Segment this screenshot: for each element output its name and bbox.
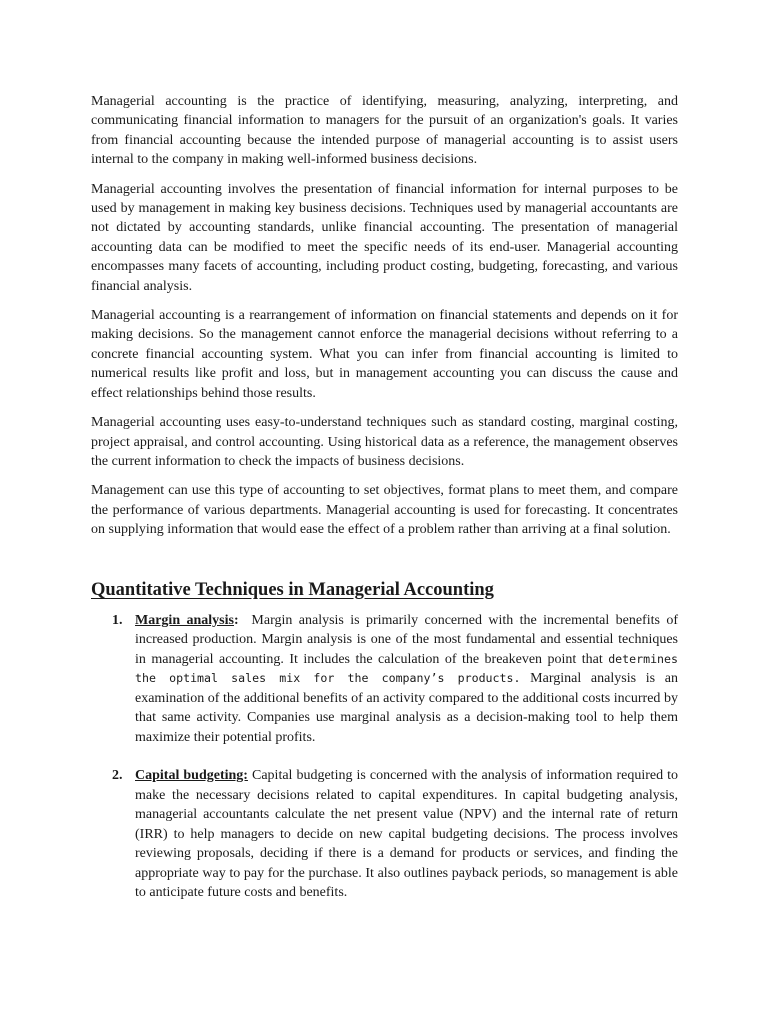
- technique-term: Capital budgeting:: [135, 768, 248, 784]
- intro-paragraph-5: Management can use this type of accounting to set objectives, format plans to meet them, and compare the performance of various departments. Managerial accounting is used for forecasting. It concentrates on supplying information that would ease the effect of a problem rather than arriving at a final solution.: [91, 483, 678, 538]
- term-colon: :: [233, 612, 239, 628]
- intro-paragraph-2: Managerial accounting involves the presentation of financial information for internal purposes to be used by management in making key business decisions. Techniques used by managerial accountants are not dictated by accounting standards, unlike financial accounting. The presentation of managerial accounting data can be modified to meet the specific needs of its end-user. Managerial accounting encompasses many facets of accounting, including product costing, budgeting, forecasting, and various financial analysis.: [91, 181, 678, 294]
- technique-list: [91, 611, 678, 903]
- intro-paragraph-3: Managerial accounting is a rearrangement of information on financial statements and depends on it for making decisions. So the management cannot enforce the managerial decisions without referring to a concrete financial accounting system. What you can infer from financial accounting is limited to numerical results like profit and loss, but in management accounting you can discuss the cause and effect relationships behind those results.: [91, 308, 678, 401]
- intro-paragraph-4: Managerial accounting uses easy-to-understand techniques such as standard costing, marginal costing, project appraisal, and control accounting. Using historical data as a reference, the management observes the current information to check the impacts of business decisions.: [91, 415, 678, 469]
- technique-item-margin-analysis: [91, 611, 678, 748]
- technique-term: Margin analysis: [135, 612, 234, 628]
- technique-description: Capital budgeting is concerned with the analysis of information required to make the necessary decisions related to capital expenditures. In capital budgeting analysis, managerial accountants calculate the net present value (NPV) and the internal rate of return (IRR) to help managers to decide on new capital budgeting decisions. The process involves reviewing proposals, deciding if there is a demand for products or services, and finding the appropriate way to pay for the purchase. It also outlines payback periods, so management is able to anticipate future costs and benefits.: [135, 768, 679, 901]
- technique-description: Margin analysis is primarily concerned with the incremental benefits of increased production. Margin analysis is one of the most fundamental and essential techniques in managerial accounting. It includes the calculation of the breakeven point that: [135, 612, 678, 667]
- section-heading: Quantitative Techniques in Managerial Accounting: [91, 579, 494, 600]
- document-page: [91, 92, 678, 903]
- technique-description-mono: determines the optimal sales mix for the company’s products.: [135, 651, 678, 686]
- technique-item-capital-budgeting: [91, 766, 678, 903]
- list-number: 2.: [112, 768, 123, 784]
- technique-description-end: Marginal analysis is an examination of the additional benefits of an activity compared to the additional costs incurred by that same activity. Companies use marginal analysis as a decision-making tool to help them maximize their potential profits.: [135, 671, 678, 745]
- list-number: 1.: [112, 612, 123, 628]
- intro-paragraph-1: Managerial accounting is the practice of identifying, measuring, analyzing, interpreting, and communicating financial information to managers for the pursuit of an organization's goals. It varies from financial accounting because the intended purpose of managerial accounting is to assist users internal to the company in making well-informed business decisions.: [91, 94, 678, 168]
